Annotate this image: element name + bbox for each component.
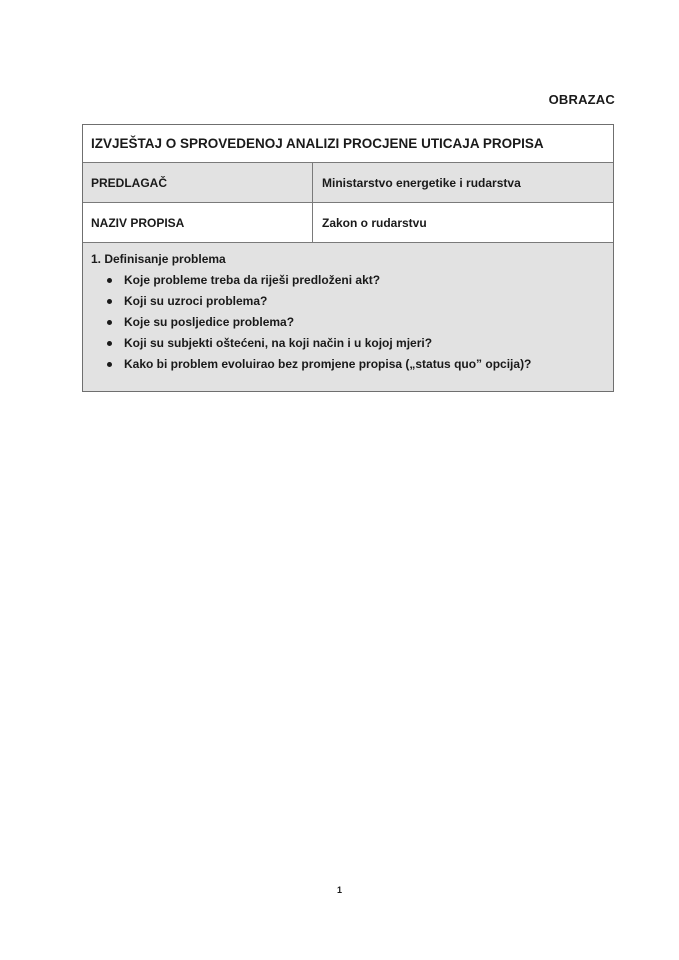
question-list [91, 273, 605, 372]
bullet-icon [107, 341, 112, 346]
bullet-icon [107, 299, 112, 304]
regulation-value: Zakon o rudarstvu [322, 215, 427, 230]
form-label: OBRAZAC [548, 92, 615, 107]
list-item [107, 294, 605, 309]
page-number: 1 [336, 885, 342, 895]
list-item [107, 273, 605, 288]
regulation-label: NAZIV PROPISA [83, 203, 313, 242]
report-title: IZVJEŠTAJ O SPROVEDENOJ ANALIZI PROCJENE UTICAJA PROPISA [83, 125, 613, 163]
section-heading: 1. Definisanje problema [91, 252, 226, 266]
question-text: Koji su uzroci problema? [124, 294, 268, 308]
report-table [82, 124, 614, 392]
question-text: Koje probleme treba da riješi predloženi akt? [124, 273, 381, 287]
regulation-row [83, 203, 613, 243]
list-item [107, 357, 605, 372]
bullet-icon [107, 278, 112, 283]
list-item [107, 336, 605, 351]
proposer-value: Ministarstvo energetike i rudarstva [322, 175, 521, 190]
question-text: Kako bi problem evoluirao bez promjene propisa („status quo” opcija)? [124, 357, 532, 371]
list-item [107, 315, 605, 330]
bullet-icon [107, 362, 112, 367]
question-text: Koje su posljedice problema? [124, 315, 295, 329]
bullet-icon [107, 320, 112, 325]
proposer-label: PREDLAGAČ [83, 163, 313, 202]
problem-definition-section [83, 243, 613, 391]
question-text: Koji su subjekti oštećeni, na koji način i u kojoj mjeri? [124, 336, 433, 350]
proposer-row [83, 163, 613, 203]
